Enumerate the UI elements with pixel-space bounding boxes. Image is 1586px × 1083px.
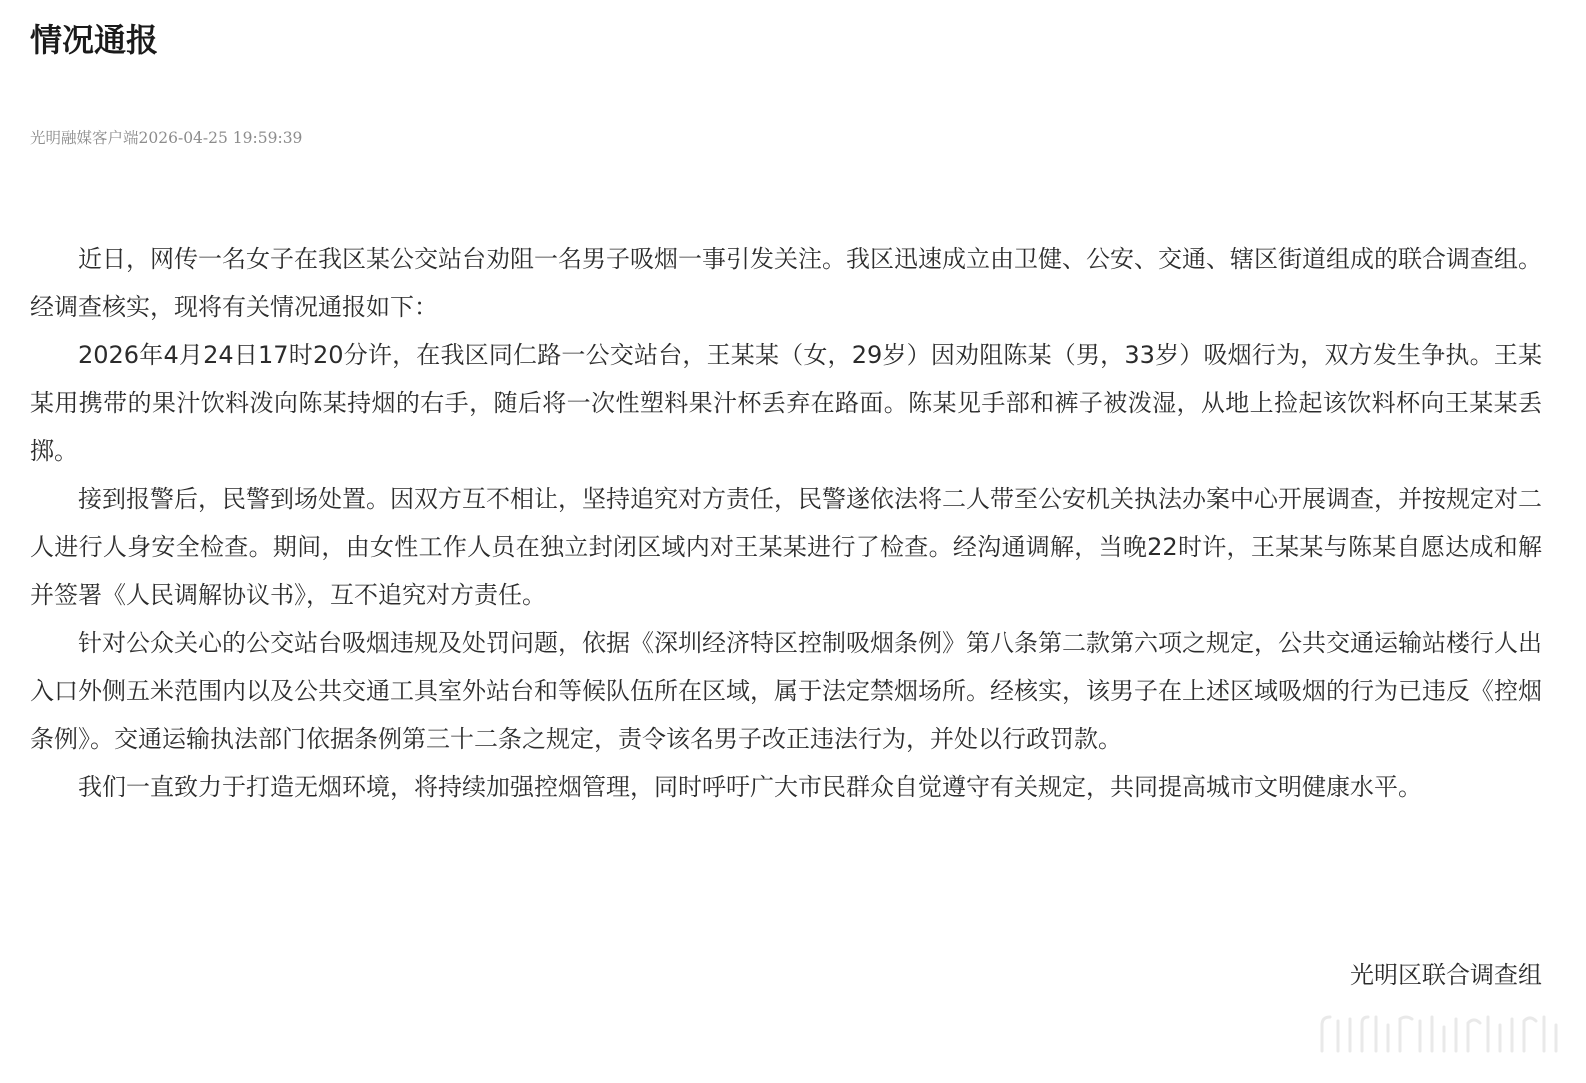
weibo-watermark-icon bbox=[1316, 1011, 1564, 1057]
paragraph: 接到报警后，民警到场处置。因双方互不相让，坚持追究对方责任，民警遂依法将二人带至公安机关执法办案中心开展调查，并按规定对二人进行人身安全检查。期间，由女性工作人员在独立封闭区域内对王某某进行了检查。经沟通调解，当晚22时许，王某某与陈某自愿达成和解并签署《人民调解协议书》，互不追究对方责任。 bbox=[30, 485, 1542, 609]
source-label: 光明融媒客户端 bbox=[30, 129, 139, 147]
article-meta bbox=[30, 126, 302, 150]
article-body bbox=[30, 235, 1542, 811]
page-title: 情况通报 bbox=[30, 21, 159, 59]
paragraph: 针对公众关心的公交站台吸烟违规及处罚问题，依据《深圳经济特区控制吸烟条例》第八条第二款第六项之规定，公共交通运输站楼行人出入口外侧五米范围内以及公共交通工具室外站台和等候队伍所在区域，属于法定禁烟场所。经核实，该男子在上述区域吸烟的行为已违反《控烟条例》。交通运输执法部门依据条例第三十二条之规定，责令该名男子改正违法行为，并处以行政罚款。 bbox=[30, 629, 1542, 753]
paragraph: 2026年4月24日17时20分许，在我区同仁路一公交站台，王某某（女，29岁）因劝阻陈某（男，33岁）吸烟行为，双方发生争执。王某某用携带的果汁饮料泼向陈某持烟的右手，随后将一次性塑料果汁杯丢弃在路面。陈某见手部和裤子被泼湿，从地上捡起该饮料杯向王某某丢掷。 bbox=[30, 341, 1542, 465]
paragraph: 近日，网传一名女子在我区某公交站台劝阻一名男子吸烟一事引发关注。我区迅速成立由卫健、公安、交通、辖区街道组成的联合调查组。经调查核实，现将有关情况通报如下： bbox=[30, 245, 1542, 321]
publish-datetime: 2026-04-25 19:59:39 bbox=[138, 129, 303, 147]
signature: 光明区联合调查组 bbox=[1350, 961, 1542, 989]
paragraph: 我们一直致力于打造无烟环境，将持续加强控烟管理，同时呼吁广大市民群众自觉遵守有关规定，共同提高城市文明健康水平。 bbox=[78, 773, 1422, 801]
